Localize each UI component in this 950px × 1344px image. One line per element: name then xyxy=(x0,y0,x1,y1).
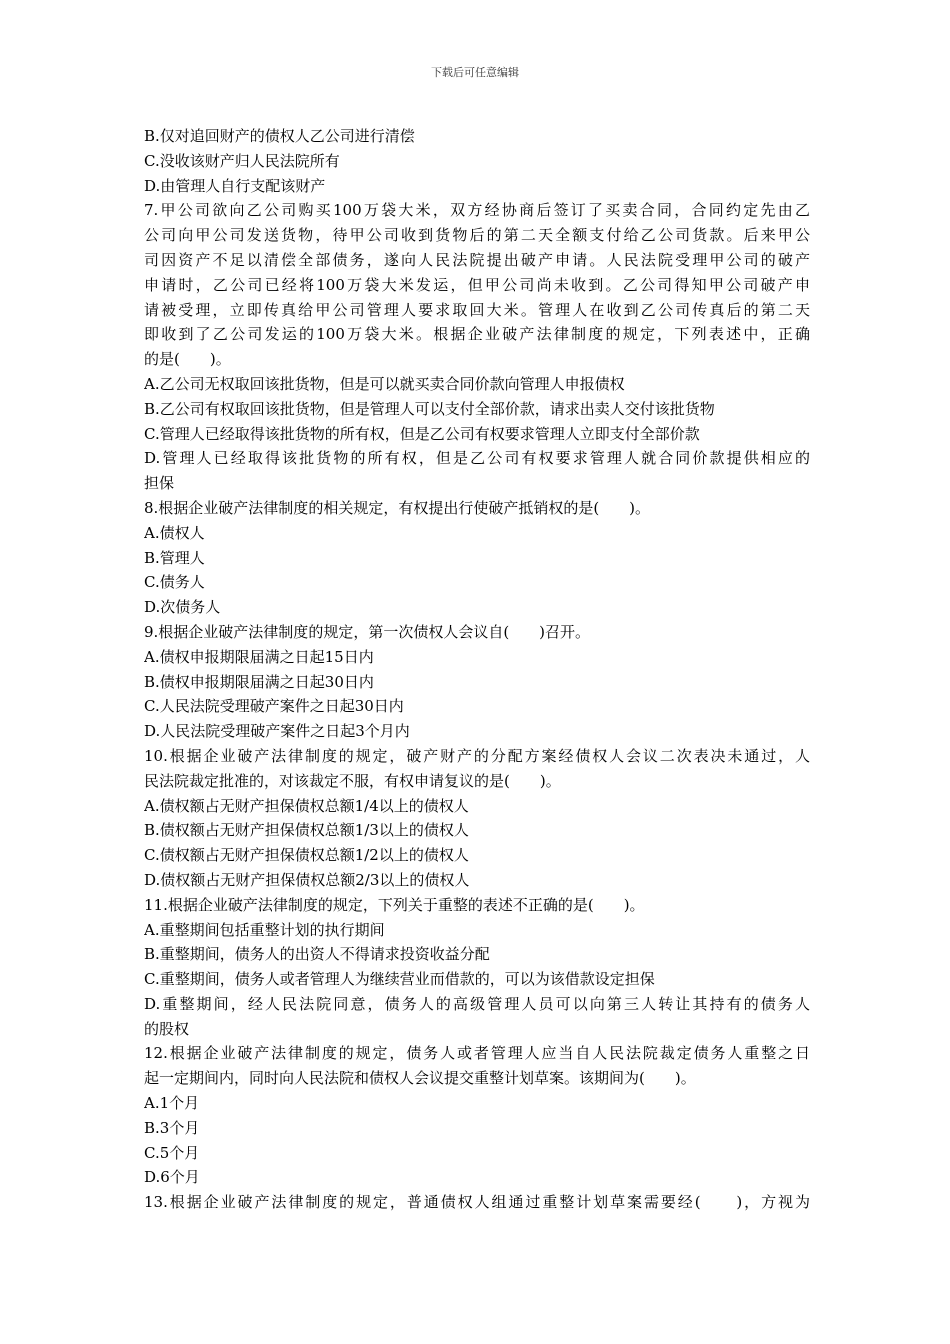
text-line: 的股权 xyxy=(144,1019,190,1038)
text-line: A.债权额占无财产担保债权总额1/4以上的债权人 xyxy=(144,796,469,815)
text-line: B.重整期间，债务人的出资人不得请求投资收益分配 xyxy=(144,945,490,964)
text-line: 11.根据企业破产法律制度的规定，下列关于重整的表述不正确的是( )。 xyxy=(144,895,645,914)
text-line: B.乙公司有权取回该批货物，但是管理人可以支付全部价款，请求出卖人交付该批货物 xyxy=(144,399,715,418)
text-line: D.重整期间，经人民法院同意，债务人的高级管理人员可以向第三人转让其持有的债务人 xyxy=(144,994,810,1013)
text-line: D.人民法院受理破产案件之日起3个月内 xyxy=(144,722,410,741)
text-line: C.人民法院受理破产案件之日起30日内 xyxy=(144,697,404,716)
text-line: D.次债务人 xyxy=(144,598,221,617)
text-line: A.乙公司无权取回该批货物，但是可以就买卖合同价款向管理人申报债权 xyxy=(144,374,625,393)
text-line: 申请时，乙公司已经将100万袋大米发运，但甲公司尚未收到。乙公司得知甲公司破产申 xyxy=(144,275,810,294)
text-line: 13.根据企业破产法律制度的规定，普通债权人组通过重整计划草案需要经( )，方视为 xyxy=(144,1193,810,1212)
text-line: 10.根据企业破产法律制度的规定，破产财产的分配方案经债权人会议二次表决未通过，人 xyxy=(144,746,810,765)
text-line: C.5个月 xyxy=(144,1143,200,1162)
text-line: C.没收该财产归人民法院所有 xyxy=(144,151,340,170)
text-line: B.仅对追回财产的债权人乙公司进行清偿 xyxy=(144,127,415,145)
document-body xyxy=(144,124,810,1215)
text-line: 即收到了乙公司发运的100万袋大米。根据企业破产法律制度的规定，下列表述中，正确 xyxy=(144,325,810,344)
text-line: 民法院裁定批准的，对该裁定不服，有权申请复议的是( )。 xyxy=(144,771,561,790)
text-line: B.债权额占无财产担保债权总额1/3以上的债权人 xyxy=(144,821,469,840)
text-line: 担保 xyxy=(144,474,175,493)
page-header: 下载后可任意编辑 xyxy=(431,66,519,79)
text-line: 公司向甲公司发送货物，待甲公司收到货物后的第二天全额支付给乙公司货款。后来甲公 xyxy=(144,226,810,245)
text-line: 请被受理，立即传真给甲公司管理人要求取回大米。管理人在收到乙公司传真后的第二天 xyxy=(144,300,810,319)
text-line: C.重整期间，债务人或者管理人为继续营业而借款的，可以为该借款设定担保 xyxy=(144,970,655,989)
text-line: D.管理人已经取得该批货物的所有权，但是乙公司有权要求管理人就合同价款提供相应的 xyxy=(144,449,810,468)
text-line: D.6个月 xyxy=(144,1168,200,1187)
text-line: A.债权申报期限届满之日起15日内 xyxy=(144,647,374,666)
text-line: C.债务人 xyxy=(144,573,205,592)
text-line: B.债权申报期限届满之日起30日内 xyxy=(144,672,374,691)
text-line: C.债权额占无财产担保债权总额1/2以上的债权人 xyxy=(144,846,469,865)
text-line: 的是( )。 xyxy=(144,350,231,369)
text-line: D.债权额占无财产担保债权总额2/3以上的债权人 xyxy=(144,870,470,889)
text-line: 8.根据企业破产法律制度的相关规定，有权提出行使破产抵销权的是( )。 xyxy=(144,498,651,517)
text-line: 起一定期间内，同时向人民法院和债权人会议提交重整计划草案。该期间为( )。 xyxy=(144,1069,696,1088)
text-line: D.由管理人自行支配该财产 xyxy=(144,176,326,195)
text-line: B.管理人 xyxy=(144,548,205,567)
text-line: 司因资产不足以清偿全部债务，遂向人民法院提出破产申请。人民法院受理甲公司的破产 xyxy=(144,250,810,269)
text-line: C.管理人已经取得该批货物的所有权，但是乙公司有权要求管理人立即支付全部价款 xyxy=(144,424,700,443)
text-line: A.重整期间包括重整计划的执行期间 xyxy=(144,920,385,939)
text-line: A.债权人 xyxy=(144,523,205,542)
text-line: 12.根据企业破产法律制度的规定，债务人或者管理人应当自人民法院裁定债务人重整之日 xyxy=(144,1044,810,1063)
text-line: A.1个月 xyxy=(144,1094,200,1113)
text-line: 9.根据企业破产法律制度的规定，第一次债权人会议自( )召开。 xyxy=(144,622,591,641)
text-line: B.3个月 xyxy=(144,1118,200,1137)
text-line: 7.甲公司欲向乙公司购买100万袋大米，双方经协商后签订了买卖合同，合同约定先由乙 xyxy=(144,201,810,220)
